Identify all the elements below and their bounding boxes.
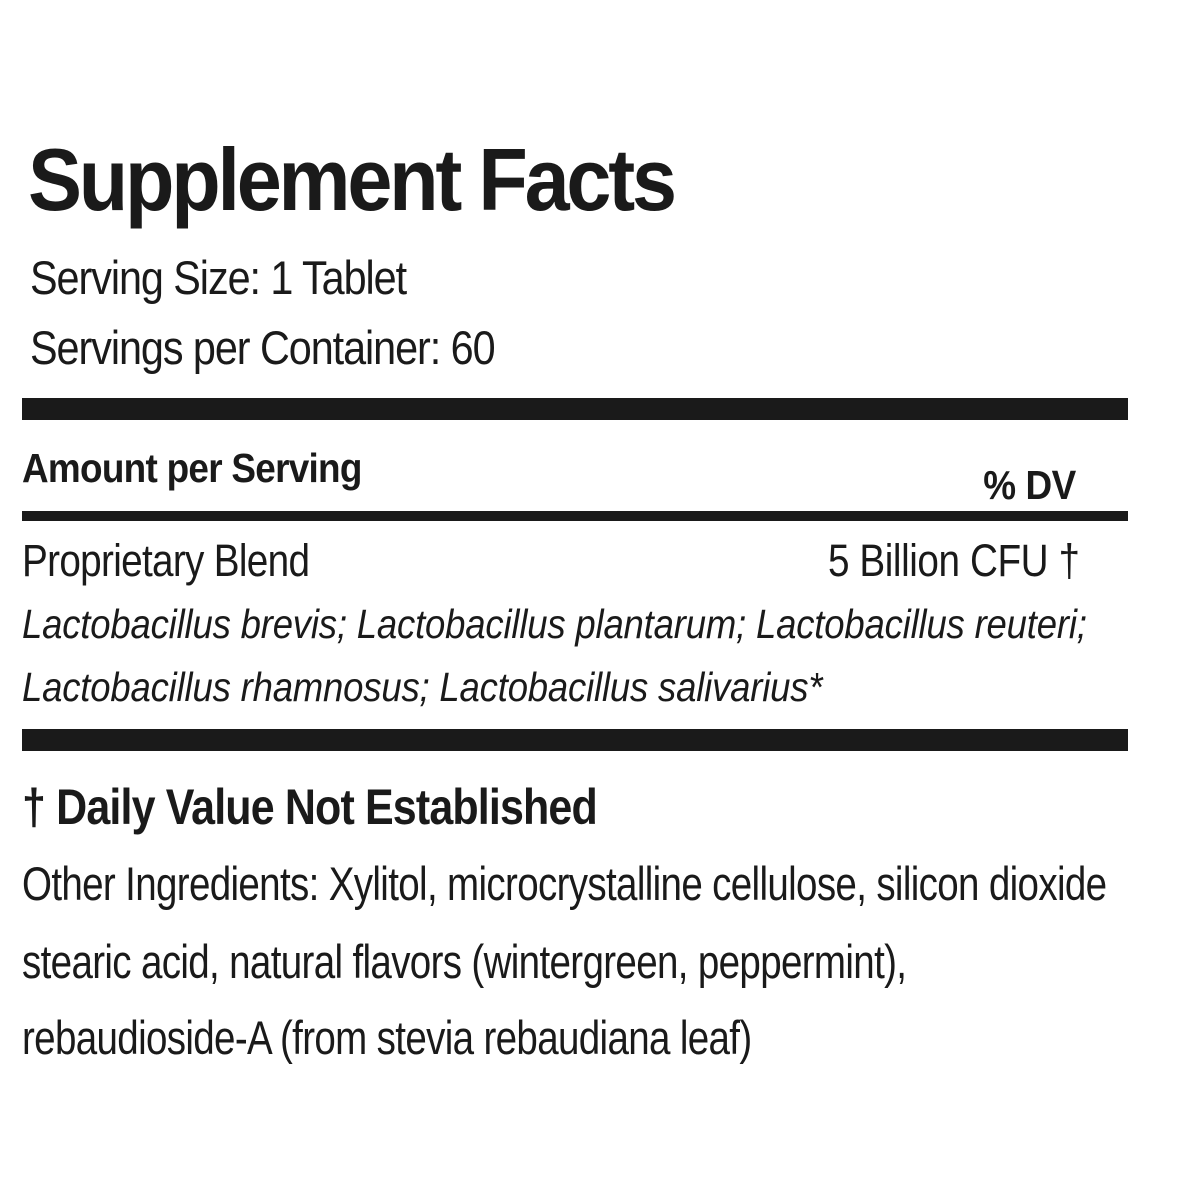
blend-strains-line: Lactobacillus brevis; Lactobacillus plantarum; Lactobacillus reuteri; <box>22 601 1087 647</box>
servings-per-container: Servings per Container: 60 <box>30 321 495 374</box>
other-ingredients-line: stearic acid, natural flavors (wintergreen, peppermint), <box>22 935 907 988</box>
proprietary-blend-name: Proprietary Blend <box>22 535 310 586</box>
amount-per-serving-header: Amount per Serving <box>22 445 362 491</box>
medium-divider <box>22 511 1128 521</box>
daily-value-note: † Daily Value Not Established <box>22 779 597 835</box>
daily-value-header: % DV <box>983 462 1076 508</box>
other-ingredients-line: rebaudioside-A (from stevia rebaudiana leaf) <box>22 1011 752 1064</box>
other-ingredients-line: Other Ingredients: Xylitol, microcrystalline cellulose, silicon dioxide <box>22 857 1107 910</box>
thick-divider-bottom <box>22 729 1128 751</box>
thick-divider-top <box>22 398 1128 420</box>
panel-title: Supplement Facts <box>28 130 674 229</box>
blend-strains-line: Lactobacillus rhamnosus; Lactobacillus salivarius* <box>22 664 823 710</box>
serving-size: Serving Size: 1 Tablet <box>30 251 407 304</box>
proprietary-blend-amount: 5 Billion CFU † <box>828 535 1080 586</box>
